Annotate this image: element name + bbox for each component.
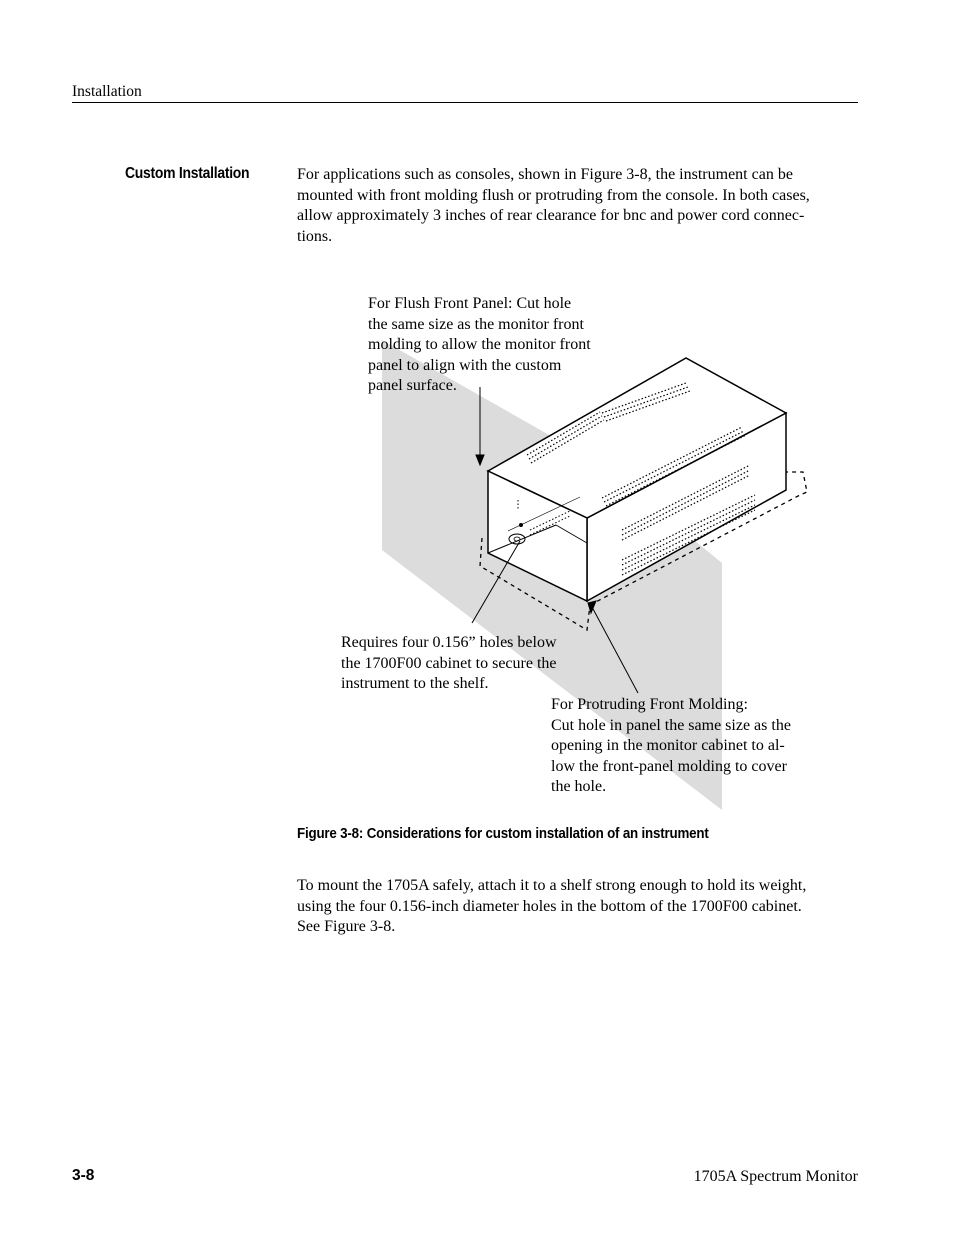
header-rule bbox=[72, 102, 858, 103]
callout-line: For Protruding Front Molding: bbox=[551, 696, 748, 713]
callout-line: the same size as the monitor front bbox=[368, 315, 584, 333]
callout-protrude bbox=[551, 695, 791, 798]
mount-line: See Figure 3-8. bbox=[297, 918, 396, 935]
intro-line: allow approximately 3 inches of rear clearance for bnc and power cord connec- bbox=[297, 207, 805, 224]
callout-line: opening in the monitor cabinet to al- bbox=[551, 737, 785, 754]
callout-line: instrument to the shelf. bbox=[341, 675, 489, 692]
callout-flush bbox=[368, 294, 591, 397]
callout-line: Cut hole in panel the same size as the bbox=[551, 716, 791, 734]
mount-line: To mount the 1705A safely, attach it to a shelf strong enough to hold its weight, bbox=[297, 877, 807, 894]
intro-paragraph bbox=[297, 165, 867, 247]
callout-holes bbox=[341, 633, 557, 695]
callout-line: For Flush Front Panel: Cut hole bbox=[368, 295, 572, 312]
callout-line: panel to align with the custom bbox=[368, 356, 562, 374]
callout-line: the hole. bbox=[551, 778, 607, 795]
document-title: 1705A Spectrum Monitor bbox=[693, 1168, 858, 1185]
intro-line: mounted with front molding flush or protruding from the console. In both cases, bbox=[297, 186, 810, 204]
running-head: Installation bbox=[72, 83, 142, 100]
mount-paragraph bbox=[297, 876, 867, 938]
callout-line: molding to allow the monitor front bbox=[368, 336, 591, 353]
installation-figure bbox=[330, 285, 850, 810]
intro-line: For applications such as consoles, shown in Figure 3-8, the instrument can be bbox=[297, 166, 793, 183]
intro-line: tions. bbox=[297, 227, 333, 245]
callout-line: panel surface. bbox=[368, 377, 457, 394]
section-heading: Custom Installation bbox=[125, 165, 250, 182]
figure-caption: Figure 3-8: Considerations for custom installation of an instrument bbox=[297, 826, 709, 842]
callout-line: Requires four 0.156” holes below bbox=[341, 634, 557, 651]
callout-line: low the front-panel molding to cover bbox=[551, 757, 787, 775]
callout-line: the 1700F00 cabinet to secure the bbox=[341, 654, 557, 672]
page-number: 3-8 bbox=[72, 1167, 95, 1184]
mount-line: using the four 0.156-inch diameter holes in the bottom of the 1700F00 cabinet. bbox=[297, 897, 802, 915]
